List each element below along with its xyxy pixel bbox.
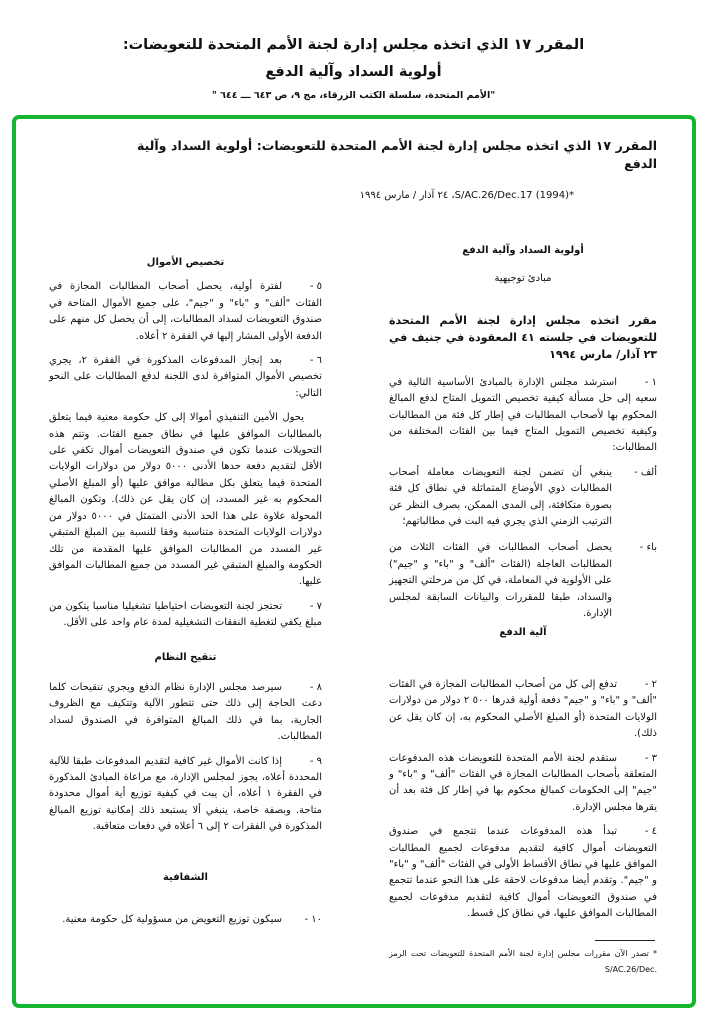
page-title: المقرر ١٧ الذي اتخذه مجلس إدارة لجنة الأمم المتحدة للتعويضات:	[122, 37, 585, 53]
paragraph-6-detail: يحول الأمين التنفيذي أموالا إلى كل حكومة معنية فيما يتعلق بالمطالبات الموافق عليها في نطاق جميع الفئات. وتتم هذه التحويلات عندما تكون في صندوق التعويضات أموال تكفي على الأقل لتقديم دفعة حدها الأدنى ٥٠٠٠ دولار من دولارات الولايات المتحدة فيما يتعلق بكل مطالبة موافق عليها (أو المبلغ الأصلي المحكوم به غير المسدد، إن كان يقل عن ذلك). وتكون المبالغ المحولة علاوة على هذا الحد الأدنى المتمثل في ٥٠٠٠ دولار من دولارات الولايات المتحدة متناسبة وفقا للنسبة بين المبلغ المتبقي غير المسدد من المطالبات الموافق عليها المقدمة من تلك الحكومة والمبلغ المتبقي غير المسدد من جميع المطالبات الموافق عليها.	[49, 412, 322, 588]
paragraph-text: لفترة أولية، يحصل أصحاب المطالبات المجازة في الفئات "ألف" و "باء" و "جيم"، على جميع الأموال المتاحة في صندوق التعويضات لسداد المطالبات، إلى أن يحصل كل منهم على الدفعة الأولى المشار إليها في الفقرة ٢ أعلاه.	[49, 281, 322, 342]
paragraph-1	[389, 375, 657, 457]
paragraph-number: ٩ -	[309, 755, 322, 767]
paragraph-number: ١ -	[644, 376, 657, 388]
paragraph-number: ٦ -	[309, 355, 323, 367]
paragraph-6	[49, 353, 322, 402]
section-subheading-guidelines: مبادئ توجيهية	[494, 273, 552, 285]
paragraph-number: ٧ -	[309, 600, 322, 612]
paragraph-4	[389, 824, 657, 922]
document-reference: *(1994) S/AC.26/Dec.17، ٢٤ آذار / مارس ١٩٩٤	[359, 190, 574, 201]
paragraph-text: تبدأ هذه المدفوعات عندما تتجمع في صندوق التعويضات أموال كافية لتقديم مدفوعات لجميع المطالبات الموافق عليها في نطاق الأقساط الأولى في الفئات "ألف" و "باء" و "جيم". وتقدم أيضا مدفوعات لاحقة على هذا النحو عندما تتجمع في صندوق التعويضات أموال كافية لتقديم مدفوعات لجميع المطالبات الموافق عليها، في نطاق كل قسط.	[389, 826, 657, 920]
paragraph-7	[49, 599, 322, 632]
decision-intro: مقرر اتخذه مجلس إدارة لجنة الأمم المتحدة للتعويضات في جلسته ٤١ المعقودة في جنيف في ٢٣ آذار/ مارس ١٩٩٤	[389, 313, 657, 361]
sub-paragraph-text: يحصل أصحاب المطالبات في الفئات الثلاث من المطالبات العاجلة (الفئات "ألف" و "باء" و "جيم") على الأولوية في المعاملة، في كل من مرحلتي التجهيز والسداد، طبقا للمقررات والبيانات السابقة لمجلس الإدارة.	[389, 542, 612, 620]
paragraph-number: ٣ -	[644, 752, 657, 764]
paragraph-text: تدفع إلى كل من أصحاب المطالبات المجازة في الفئات "ألف" و "باء" و "جيم" دفعة أولية قدرها ٥٠٠ ٢ دولار من دولارات الولايات المتحدة (أو المبلغ الأصلي المحكوم به، إن كان يقل عن ذلك).	[389, 678, 657, 740]
sub-paragraph-a	[389, 465, 657, 531]
paragraph-9	[49, 754, 322, 836]
paragraph-number: ٨ -	[309, 681, 322, 693]
footnote: * تصدر الآن مقررات مجلس إدارة لجنة الأمم المتحدة للتعويضات تحت الرمز .S/AC.26/Dec	[389, 949, 657, 974]
sub-paragraph-text: ينبغي أن تضمن لجنة التعويضات معاملة أصحاب المطالبات ذوي الأوضاع المتماثلة في نطاق كل فئة بصورة متكافئة، إلى المدى الممكن، بصرف النظر عن الترتيب الزمني الذي يجري فيه البت في مطالباتهم؛	[389, 466, 612, 528]
sub-paragraph-label: ألف -	[634, 466, 657, 478]
paragraph-8	[49, 680, 322, 746]
paragraph-text: بعد إنجاز المدفوعات المذكورة في الفقرة ٢، يجري تخصيص الأموال المتوافرة لدى اللجنة لدفع المطالبات على النحو التالي:	[49, 355, 322, 399]
paragraph-2	[389, 677, 657, 743]
paragraph-text: ستقدم لجنة الأمم المتحدة للتعويضات هذه المدفوعات المتعلقة بأصحاب المطالبات المجازة في الفئات "ألف" و "باء" و "جيم" إلى الحكومات كمبالغ محكوم بها في إطار كل فئة بعد أن يقرها مجلس الإدارة.	[389, 752, 657, 813]
paragraph-number: ٥ -	[309, 281, 322, 293]
paragraph-3	[389, 751, 657, 817]
section-heading-priority: أولوية السداد وآلية الدفع	[462, 245, 584, 256]
source-citation: "الأمم المتحدة، سلسلة الكتب الزرقاء، مج ٩، ص ٦٤٣ ـــ ٦٤٤ "	[211, 90, 496, 101]
sub-paragraph-b	[389, 540, 657, 622]
section-heading-revision: تنقيح النظام	[154, 651, 217, 663]
paragraph-number: ٢ -	[644, 678, 657, 690]
right-column	[389, 243, 657, 931]
paragraph-10	[49, 912, 322, 928]
paragraph-text: سيكون توزيع التعويض من مسؤولية كل حكومة معنية.	[62, 914, 282, 925]
document-title: المقرر ١٧ الذي اتخذه مجلس إدارة لجنة الأمم المتحدة للتعويضات: أولوية السداد وآلية الدفع	[137, 138, 657, 171]
paragraph-5	[49, 279, 322, 345]
page-header	[0, 34, 707, 101]
paragraph-text: إذا كانت الأموال غير كافية لتقديم المدفوعات طبقا للآلية المحددة أعلاه، يجوز لمجلس الإدارة، مع مراعاة المبادئ المذكورة في الفقرة ١ أعلاه، أن يبت في كيفية توزيع أية أموال محدودة متاحة. وبصفة خاصة، ينبغي ألا يستبعد ذلك إمكانية توزيع المبالغ المذكورة في الفقرات ٢ إلى ٦ أعلاه في دفعات متعاقبة.	[49, 755, 322, 833]
section-heading-transparency: الشفافية	[162, 871, 208, 883]
section-heading-allocation: تخصيص الأموال	[146, 257, 225, 268]
sub-paragraph-label: باء -	[639, 542, 657, 554]
section-heading-payment-mechanism: آلية الدفع	[499, 626, 547, 638]
paragraph-number: ١٠ -	[304, 914, 322, 925]
paragraph-number: ٤ -	[644, 826, 657, 838]
paragraph-text: استرشد مجلس الإدارة بالمبادئ الأساسية التالية في سعيه إلى حل مسألة كيفية تخصيص التمويل المتاح لدفع المبالغ المحكوم بها لأصحاب المطالبات في إطار كل فئة من المطالبات وكيفية تخصيص التمويل المتاح فيما بين الفئات المختلفة من المطالبات:	[389, 376, 657, 454]
left-column	[49, 255, 322, 936]
paragraph-text: تحتجز لجنة التعويضات احتياطيا تشغيليا مناسبا يتكون من مبلغ يكفي لتغطية النفقات التشغيلية لمدة عام واحد على الأقل.	[49, 600, 322, 629]
paragraph-text: سيرصد مجلس الإدارة نظام الدفع ويجري تنقيحات كلما دعت الحاجة إلى ذلك حتى تتطور الآلية وتتكيف مع الظروف الجارية، بما في ذلك المبالغ المتوافرة في الصندوق لسداد المطالبات.	[49, 681, 322, 743]
footnote-divider	[595, 940, 655, 941]
page-subtitle: أولوية السداد وآلية الدفع	[265, 64, 442, 80]
